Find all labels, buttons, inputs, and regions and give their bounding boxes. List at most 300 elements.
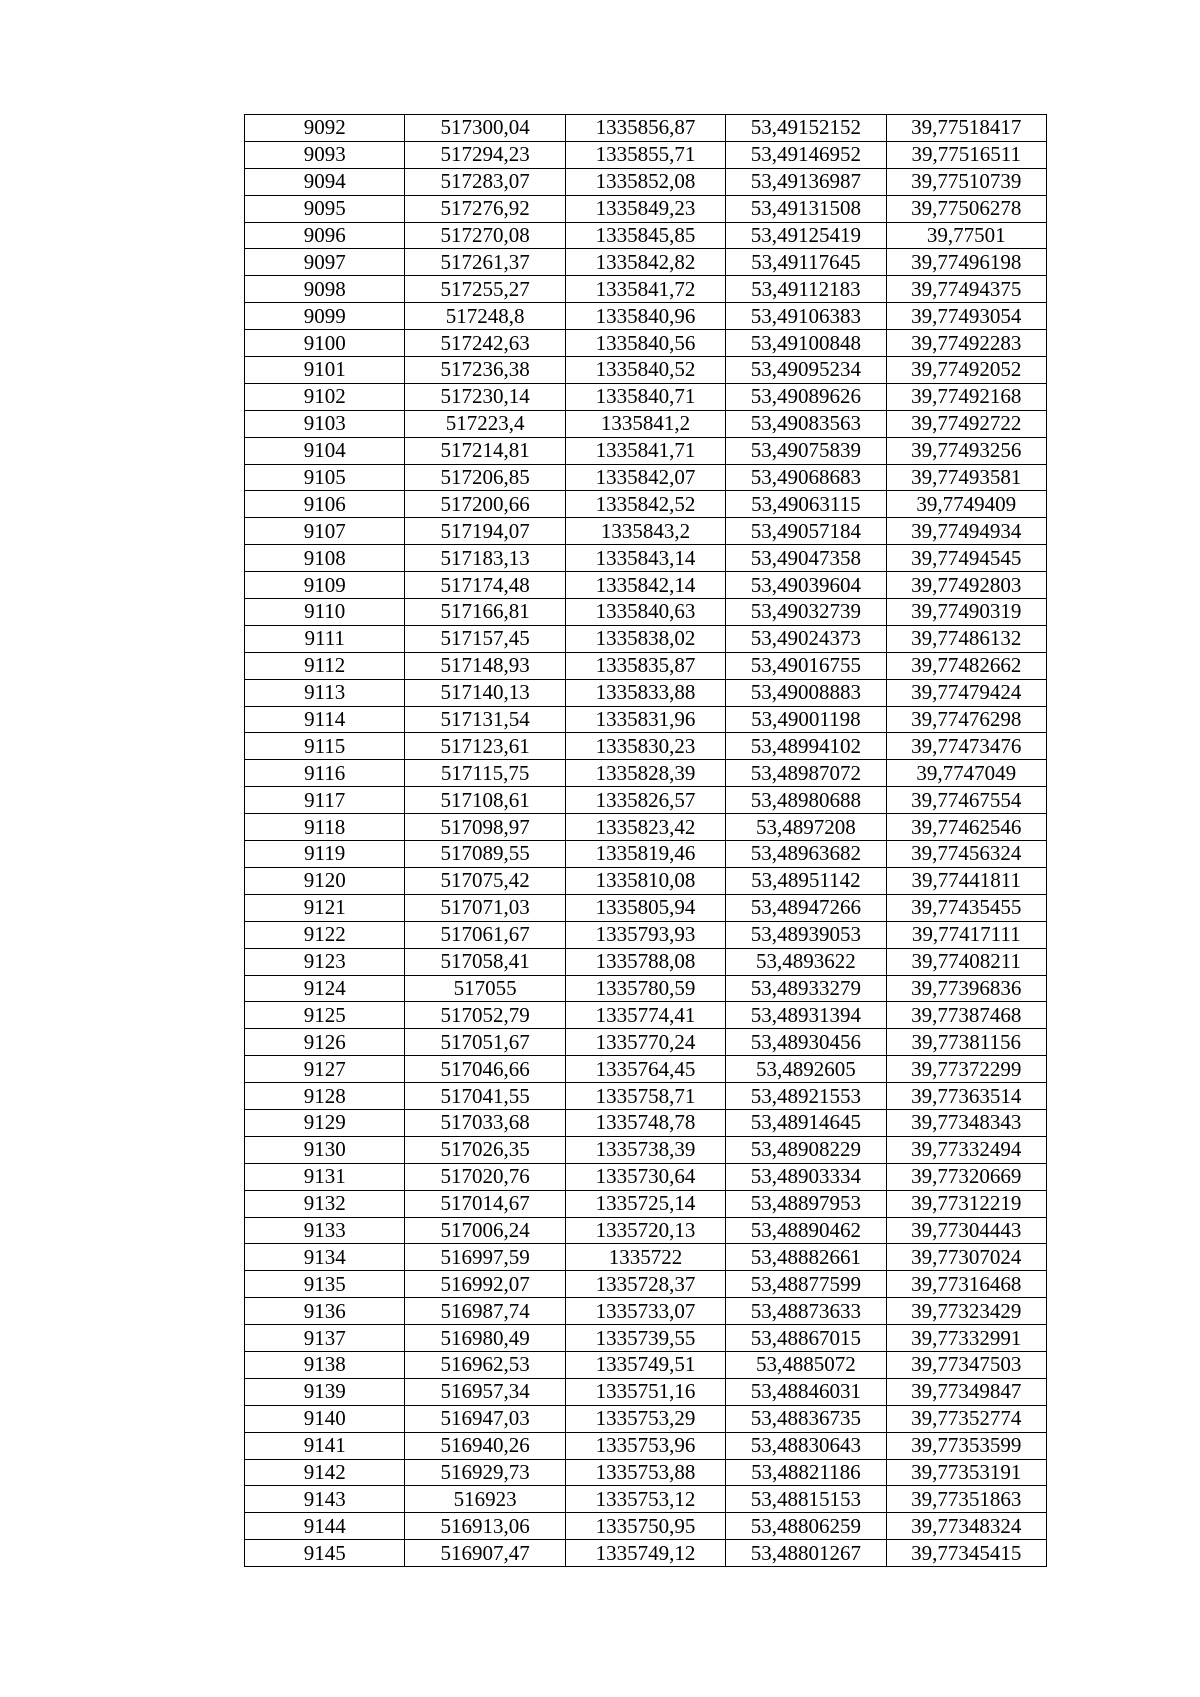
point-number-cell: 9123 (245, 948, 405, 975)
point-number-cell: 9139 (245, 1378, 405, 1405)
point-number-cell: 9104 (245, 437, 405, 464)
x-coordinate-cell: 516913,06 (405, 1513, 565, 1540)
point-number-cell: 9092 (245, 115, 405, 142)
x-coordinate-cell: 517140,13 (405, 679, 565, 706)
y-coordinate-cell: 1335764,45 (565, 1056, 725, 1083)
x-coordinate-cell: 517300,04 (405, 115, 565, 142)
point-number-cell: 9097 (245, 249, 405, 276)
longitude-cell: 39,77304443 (886, 1217, 1046, 1244)
point-number-cell: 9098 (245, 276, 405, 303)
y-coordinate-cell: 1335831,96 (565, 706, 725, 733)
y-coordinate-cell: 1335753,88 (565, 1459, 725, 1486)
y-coordinate-cell: 1335788,08 (565, 948, 725, 975)
y-coordinate-cell: 1335841,71 (565, 437, 725, 464)
x-coordinate-cell: 517115,75 (405, 760, 565, 787)
y-coordinate-cell: 1335855,71 (565, 141, 725, 168)
y-coordinate-cell: 1335843,2 (565, 518, 725, 545)
y-coordinate-cell: 1335842,14 (565, 572, 725, 599)
table-row (245, 1432, 1047, 1459)
table-row (245, 1351, 1047, 1378)
latitude-cell: 53,49001198 (726, 706, 886, 733)
longitude-cell: 39,77332991 (886, 1325, 1046, 1352)
y-coordinate-cell: 1335828,39 (565, 760, 725, 787)
latitude-cell: 53,48815153 (726, 1486, 886, 1513)
table-row (245, 1298, 1047, 1325)
longitude-cell: 39,77494545 (886, 545, 1046, 572)
y-coordinate-cell: 1335720,13 (565, 1217, 725, 1244)
y-coordinate-cell: 1335843,14 (565, 545, 725, 572)
x-coordinate-cell: 517236,38 (405, 357, 565, 384)
table-row (245, 357, 1047, 384)
point-number-cell: 9117 (245, 787, 405, 814)
point-number-cell: 9099 (245, 303, 405, 330)
point-number-cell: 9094 (245, 168, 405, 195)
longitude-cell: 39,77493054 (886, 303, 1046, 330)
point-number-cell: 9132 (245, 1190, 405, 1217)
table-row (245, 410, 1047, 437)
table-row (245, 1513, 1047, 1540)
latitude-cell: 53,48921553 (726, 1083, 886, 1110)
point-number-cell: 9108 (245, 545, 405, 572)
longitude-cell: 39,77492168 (886, 383, 1046, 410)
x-coordinate-cell: 517061,67 (405, 921, 565, 948)
table-row (245, 141, 1047, 168)
table-row (245, 1325, 1047, 1352)
point-number-cell: 9144 (245, 1513, 405, 1540)
y-coordinate-cell: 1335826,57 (565, 787, 725, 814)
y-coordinate-cell: 1335840,52 (565, 357, 725, 384)
latitude-cell: 53,48903334 (726, 1163, 886, 1190)
longitude-cell: 39,77479424 (886, 679, 1046, 706)
table-row (245, 733, 1047, 760)
latitude-cell: 53,49146952 (726, 141, 886, 168)
longitude-cell: 39,77307024 (886, 1244, 1046, 1271)
x-coordinate-cell: 516947,03 (405, 1405, 565, 1432)
x-coordinate-cell: 516980,49 (405, 1325, 565, 1352)
table-row (245, 303, 1047, 330)
table-row (245, 1405, 1047, 1432)
y-coordinate-cell: 1335753,29 (565, 1405, 725, 1432)
table-row (245, 330, 1047, 357)
y-coordinate-cell: 1335830,23 (565, 733, 725, 760)
longitude-cell: 39,77353599 (886, 1432, 1046, 1459)
latitude-cell: 53,4892605 (726, 1056, 886, 1083)
point-number-cell: 9138 (245, 1351, 405, 1378)
y-coordinate-cell: 1335774,41 (565, 1002, 725, 1029)
latitude-cell: 53,48939053 (726, 921, 886, 948)
y-coordinate-cell: 1335750,95 (565, 1513, 725, 1540)
longitude-cell: 39,77417111 (886, 921, 1046, 948)
latitude-cell: 53,4893622 (726, 948, 886, 975)
longitude-cell: 39,77348343 (886, 1109, 1046, 1136)
x-coordinate-cell: 516923 (405, 1486, 565, 1513)
latitude-cell: 53,48980688 (726, 787, 886, 814)
point-number-cell: 9096 (245, 222, 405, 249)
table-row (245, 814, 1047, 841)
y-coordinate-cell: 1335841,2 (565, 410, 725, 437)
coordinates-table (244, 114, 1047, 1567)
table-row (245, 867, 1047, 894)
latitude-cell: 53,49136987 (726, 168, 886, 195)
y-coordinate-cell: 1335810,08 (565, 867, 725, 894)
x-coordinate-cell: 517248,8 (405, 303, 565, 330)
point-number-cell: 9113 (245, 679, 405, 706)
point-number-cell: 9122 (245, 921, 405, 948)
longitude-cell: 39,77493581 (886, 464, 1046, 491)
latitude-cell: 53,48914645 (726, 1109, 886, 1136)
point-number-cell: 9093 (245, 141, 405, 168)
point-number-cell: 9119 (245, 841, 405, 868)
x-coordinate-cell: 517276,92 (405, 195, 565, 222)
latitude-cell: 53,48930456 (726, 1029, 886, 1056)
point-number-cell: 9141 (245, 1432, 405, 1459)
longitude-cell: 39,7749409 (886, 491, 1046, 518)
latitude-cell: 53,48836735 (726, 1405, 886, 1432)
point-number-cell: 9110 (245, 599, 405, 626)
latitude-cell: 53,49100848 (726, 330, 886, 357)
longitude-cell: 39,77312219 (886, 1190, 1046, 1217)
latitude-cell: 53,49032739 (726, 599, 886, 626)
table-row (245, 545, 1047, 572)
table-row (245, 1217, 1047, 1244)
x-coordinate-cell: 517242,63 (405, 330, 565, 357)
table-row (245, 1190, 1047, 1217)
longitude-cell: 39,77345415 (886, 1540, 1046, 1567)
table-row (245, 599, 1047, 626)
y-coordinate-cell: 1335841,72 (565, 276, 725, 303)
latitude-cell: 53,4885072 (726, 1351, 886, 1378)
table-row (245, 518, 1047, 545)
longitude-cell: 39,77372299 (886, 1056, 1046, 1083)
point-number-cell: 9137 (245, 1325, 405, 1352)
latitude-cell: 53,49057184 (726, 518, 886, 545)
latitude-cell: 53,48947266 (726, 894, 886, 921)
point-number-cell: 9135 (245, 1271, 405, 1298)
latitude-cell: 53,4897208 (726, 814, 886, 841)
y-coordinate-cell: 1335738,39 (565, 1136, 725, 1163)
x-coordinate-cell: 517055 (405, 975, 565, 1002)
y-coordinate-cell: 1335728,37 (565, 1271, 725, 1298)
table-row (245, 1056, 1047, 1083)
table-row (245, 115, 1047, 142)
x-coordinate-cell: 516997,59 (405, 1244, 565, 1271)
point-number-cell: 9121 (245, 894, 405, 921)
y-coordinate-cell: 1335805,94 (565, 894, 725, 921)
x-coordinate-cell: 517033,68 (405, 1109, 565, 1136)
table-row (245, 222, 1047, 249)
latitude-cell: 53,49152152 (726, 115, 886, 142)
longitude-cell: 39,77352774 (886, 1405, 1046, 1432)
table-row (245, 760, 1047, 787)
longitude-cell: 39,77462546 (886, 814, 1046, 841)
table-row (245, 437, 1047, 464)
x-coordinate-cell: 517026,35 (405, 1136, 565, 1163)
y-coordinate-cell: 1335780,59 (565, 975, 725, 1002)
longitude-cell: 39,77323429 (886, 1298, 1046, 1325)
latitude-cell: 53,48801267 (726, 1540, 886, 1567)
longitude-cell: 39,77506278 (886, 195, 1046, 222)
y-coordinate-cell: 1335770,24 (565, 1029, 725, 1056)
table-row (245, 1378, 1047, 1405)
longitude-cell: 39,77408211 (886, 948, 1046, 975)
x-coordinate-cell: 517214,81 (405, 437, 565, 464)
longitude-cell: 39,77494375 (886, 276, 1046, 303)
x-coordinate-cell: 517051,67 (405, 1029, 565, 1056)
y-coordinate-cell: 1335849,23 (565, 195, 725, 222)
latitude-cell: 53,48994102 (726, 733, 886, 760)
point-number-cell: 9103 (245, 410, 405, 437)
x-coordinate-cell: 517046,66 (405, 1056, 565, 1083)
table-row (245, 1486, 1047, 1513)
latitude-cell: 53,49083563 (726, 410, 886, 437)
x-coordinate-cell: 517014,67 (405, 1190, 565, 1217)
longitude-cell: 39,77501 (886, 222, 1046, 249)
table-row (245, 383, 1047, 410)
point-number-cell: 9116 (245, 760, 405, 787)
y-coordinate-cell: 1335845,85 (565, 222, 725, 249)
y-coordinate-cell: 1335749,12 (565, 1540, 725, 1567)
y-coordinate-cell: 1335840,63 (565, 599, 725, 626)
latitude-cell: 53,48882661 (726, 1244, 886, 1271)
x-coordinate-cell: 517131,54 (405, 706, 565, 733)
y-coordinate-cell: 1335753,96 (565, 1432, 725, 1459)
latitude-cell: 53,48846031 (726, 1378, 886, 1405)
x-coordinate-cell: 517041,55 (405, 1083, 565, 1110)
x-coordinate-cell: 517230,14 (405, 383, 565, 410)
x-coordinate-cell: 517020,76 (405, 1163, 565, 1190)
longitude-cell: 39,77441811 (886, 867, 1046, 894)
longitude-cell: 39,77348324 (886, 1513, 1046, 1540)
longitude-cell: 39,77492052 (886, 357, 1046, 384)
table-row (245, 1029, 1047, 1056)
y-coordinate-cell: 1335852,08 (565, 168, 725, 195)
table-row (245, 1459, 1047, 1486)
y-coordinate-cell: 1335840,96 (565, 303, 725, 330)
y-coordinate-cell: 1335838,02 (565, 625, 725, 652)
point-number-cell: 9109 (245, 572, 405, 599)
y-coordinate-cell: 1335856,87 (565, 115, 725, 142)
point-number-cell: 9120 (245, 867, 405, 894)
y-coordinate-cell: 1335833,88 (565, 679, 725, 706)
longitude-cell: 39,77353191 (886, 1459, 1046, 1486)
longitude-cell: 39,77476298 (886, 706, 1046, 733)
table-row (245, 841, 1047, 868)
x-coordinate-cell: 516962,53 (405, 1351, 565, 1378)
longitude-cell: 39,77486132 (886, 625, 1046, 652)
point-number-cell: 9134 (245, 1244, 405, 1271)
y-coordinate-cell: 1335730,64 (565, 1163, 725, 1190)
longitude-cell: 39,77435455 (886, 894, 1046, 921)
table-row (245, 464, 1047, 491)
latitude-cell: 53,49039604 (726, 572, 886, 599)
point-number-cell: 9112 (245, 652, 405, 679)
x-coordinate-cell: 517206,85 (405, 464, 565, 491)
point-number-cell: 9095 (245, 195, 405, 222)
longitude-cell: 39,77316468 (886, 1271, 1046, 1298)
point-number-cell: 9140 (245, 1405, 405, 1432)
y-coordinate-cell: 1335722 (565, 1244, 725, 1271)
longitude-cell: 39,77492803 (886, 572, 1046, 599)
longitude-cell: 39,77467554 (886, 787, 1046, 814)
x-coordinate-cell: 516992,07 (405, 1271, 565, 1298)
longitude-cell: 39,77492283 (886, 330, 1046, 357)
longitude-cell: 39,77363514 (886, 1083, 1046, 1110)
latitude-cell: 53,49131508 (726, 195, 886, 222)
table-row (245, 679, 1047, 706)
point-number-cell: 9133 (245, 1217, 405, 1244)
x-coordinate-cell: 517058,41 (405, 948, 565, 975)
point-number-cell: 9118 (245, 814, 405, 841)
point-number-cell: 9102 (245, 383, 405, 410)
point-number-cell: 9126 (245, 1029, 405, 1056)
x-coordinate-cell: 517166,81 (405, 599, 565, 626)
x-coordinate-cell: 517148,93 (405, 652, 565, 679)
longitude-cell: 39,77332494 (886, 1136, 1046, 1163)
point-number-cell: 9124 (245, 975, 405, 1002)
x-coordinate-cell: 517270,08 (405, 222, 565, 249)
latitude-cell: 53,48890462 (726, 1217, 886, 1244)
point-number-cell: 9145 (245, 1540, 405, 1567)
y-coordinate-cell: 1335748,78 (565, 1109, 725, 1136)
longitude-cell: 39,77473476 (886, 733, 1046, 760)
point-number-cell: 9115 (245, 733, 405, 760)
table-row (245, 1271, 1047, 1298)
latitude-cell: 53,49063115 (726, 491, 886, 518)
table-row (245, 276, 1047, 303)
y-coordinate-cell: 1335758,71 (565, 1083, 725, 1110)
longitude-cell: 39,77510739 (886, 168, 1046, 195)
longitude-cell: 39,77387468 (886, 1002, 1046, 1029)
point-number-cell: 9129 (245, 1109, 405, 1136)
table-row (245, 572, 1047, 599)
x-coordinate-cell: 517075,42 (405, 867, 565, 894)
table-row (245, 921, 1047, 948)
x-coordinate-cell: 517194,07 (405, 518, 565, 545)
table-row (245, 1002, 1047, 1029)
latitude-cell: 53,49016755 (726, 652, 886, 679)
x-coordinate-cell: 517006,24 (405, 1217, 565, 1244)
x-coordinate-cell: 517283,07 (405, 168, 565, 195)
y-coordinate-cell: 1335835,87 (565, 652, 725, 679)
latitude-cell: 53,48897953 (726, 1190, 886, 1217)
longitude-cell: 39,77482662 (886, 652, 1046, 679)
longitude-cell: 39,77490319 (886, 599, 1046, 626)
table-row (245, 491, 1047, 518)
y-coordinate-cell: 1335733,07 (565, 1298, 725, 1325)
longitude-cell: 39,77347503 (886, 1351, 1046, 1378)
x-coordinate-cell: 517098,97 (405, 814, 565, 841)
table-row (245, 168, 1047, 195)
latitude-cell: 53,49125419 (726, 222, 886, 249)
x-coordinate-cell: 517123,61 (405, 733, 565, 760)
point-number-cell: 9105 (245, 464, 405, 491)
x-coordinate-cell: 517261,37 (405, 249, 565, 276)
latitude-cell: 53,49117645 (726, 249, 886, 276)
x-coordinate-cell: 516957,34 (405, 1378, 565, 1405)
point-number-cell: 9136 (245, 1298, 405, 1325)
latitude-cell: 53,48877599 (726, 1271, 886, 1298)
table-row (245, 975, 1047, 1002)
longitude-cell: 39,77381156 (886, 1029, 1046, 1056)
longitude-cell: 39,77496198 (886, 249, 1046, 276)
table-row (245, 1109, 1047, 1136)
x-coordinate-cell: 517174,48 (405, 572, 565, 599)
y-coordinate-cell: 1335751,16 (565, 1378, 725, 1405)
point-number-cell: 9131 (245, 1163, 405, 1190)
table-row (245, 1083, 1047, 1110)
latitude-cell: 53,48951142 (726, 867, 886, 894)
y-coordinate-cell: 1335793,93 (565, 921, 725, 948)
table-row (245, 652, 1047, 679)
y-coordinate-cell: 1335725,14 (565, 1190, 725, 1217)
x-coordinate-cell: 517223,4 (405, 410, 565, 437)
longitude-cell: 39,77516511 (886, 141, 1046, 168)
longitude-cell: 39,77320669 (886, 1163, 1046, 1190)
latitude-cell: 53,48867015 (726, 1325, 886, 1352)
latitude-cell: 53,48830643 (726, 1432, 886, 1459)
y-coordinate-cell: 1335840,71 (565, 383, 725, 410)
latitude-cell: 53,48931394 (726, 1002, 886, 1029)
point-number-cell: 9130 (245, 1136, 405, 1163)
table-row (245, 894, 1047, 921)
latitude-cell: 53,48821186 (726, 1459, 886, 1486)
y-coordinate-cell: 1335823,42 (565, 814, 725, 841)
x-coordinate-cell: 517157,45 (405, 625, 565, 652)
table-row (245, 706, 1047, 733)
longitude-cell: 39,77396836 (886, 975, 1046, 1002)
table-row (245, 195, 1047, 222)
latitude-cell: 53,49112183 (726, 276, 886, 303)
x-coordinate-cell: 517089,55 (405, 841, 565, 868)
latitude-cell: 53,49008883 (726, 679, 886, 706)
latitude-cell: 53,49068683 (726, 464, 886, 491)
x-coordinate-cell: 516940,26 (405, 1432, 565, 1459)
y-coordinate-cell: 1335753,12 (565, 1486, 725, 1513)
x-coordinate-cell: 517108,61 (405, 787, 565, 814)
longitude-cell: 39,77518417 (886, 115, 1046, 142)
point-number-cell: 9101 (245, 357, 405, 384)
y-coordinate-cell: 1335819,46 (565, 841, 725, 868)
table-row (245, 249, 1047, 276)
x-coordinate-cell: 517200,66 (405, 491, 565, 518)
point-number-cell: 9127 (245, 1056, 405, 1083)
table-row (245, 1136, 1047, 1163)
x-coordinate-cell: 517183,13 (405, 545, 565, 572)
latitude-cell: 53,49106383 (726, 303, 886, 330)
point-number-cell: 9107 (245, 518, 405, 545)
longitude-cell: 39,77494934 (886, 518, 1046, 545)
point-number-cell: 9125 (245, 1002, 405, 1029)
x-coordinate-cell: 517294,23 (405, 141, 565, 168)
x-coordinate-cell: 516907,47 (405, 1540, 565, 1567)
latitude-cell: 53,49089626 (726, 383, 886, 410)
table-row (245, 1163, 1047, 1190)
point-number-cell: 9114 (245, 706, 405, 733)
point-number-cell: 9143 (245, 1486, 405, 1513)
y-coordinate-cell: 1335842,07 (565, 464, 725, 491)
x-coordinate-cell: 517255,27 (405, 276, 565, 303)
point-number-cell: 9128 (245, 1083, 405, 1110)
latitude-cell: 53,49095234 (726, 357, 886, 384)
y-coordinate-cell: 1335842,82 (565, 249, 725, 276)
latitude-cell: 53,48908229 (726, 1136, 886, 1163)
point-number-cell: 9100 (245, 330, 405, 357)
longitude-cell: 39,77351863 (886, 1486, 1046, 1513)
point-number-cell: 9111 (245, 625, 405, 652)
longitude-cell: 39,77493256 (886, 437, 1046, 464)
latitude-cell: 53,48873633 (726, 1298, 886, 1325)
table-row (245, 787, 1047, 814)
